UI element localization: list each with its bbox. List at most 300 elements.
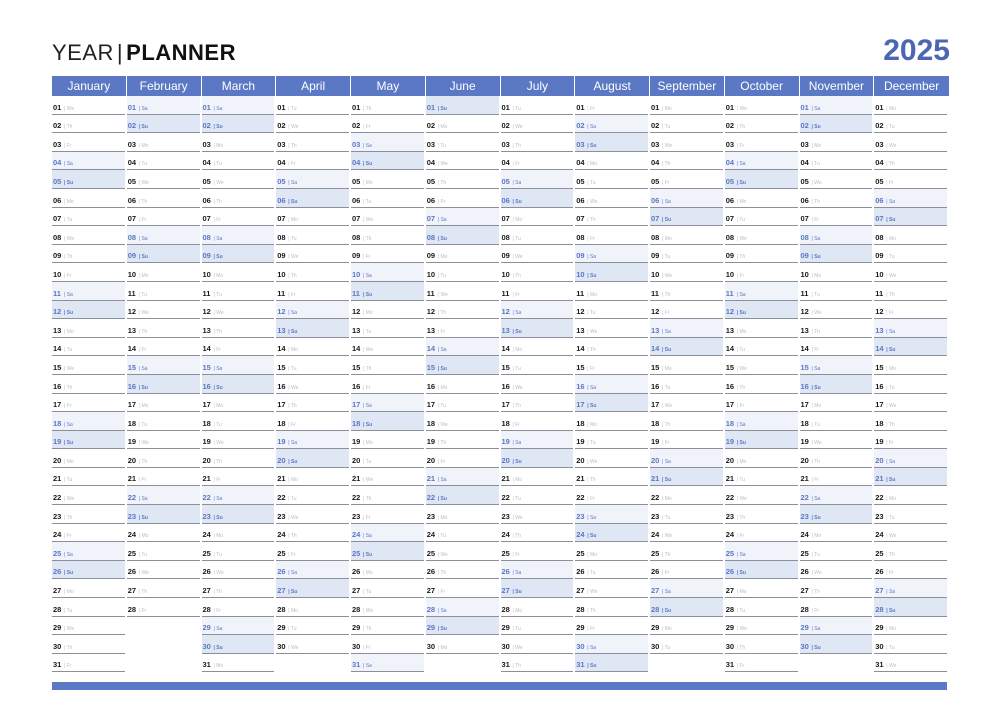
day-cell[interactable] bbox=[52, 301, 125, 320]
day-cell[interactable] bbox=[276, 189, 349, 208]
day-cell[interactable] bbox=[501, 505, 574, 524]
day-cell[interactable] bbox=[127, 486, 200, 505]
day-cell[interactable] bbox=[202, 301, 275, 320]
day-cell[interactable] bbox=[501, 189, 574, 208]
day-cell[interactable] bbox=[426, 431, 499, 450]
day-cell[interactable] bbox=[874, 561, 947, 580]
day-cell[interactable] bbox=[127, 301, 200, 320]
day-cell[interactable] bbox=[725, 115, 798, 134]
day-cell[interactable] bbox=[650, 505, 723, 524]
day-cell[interactable] bbox=[202, 263, 275, 282]
day-cell[interactable] bbox=[202, 524, 275, 543]
day-cell[interactable] bbox=[650, 561, 723, 580]
day-cell[interactable] bbox=[127, 208, 200, 227]
day-cell[interactable] bbox=[725, 598, 798, 617]
day-cell[interactable] bbox=[575, 356, 648, 375]
day-cell[interactable] bbox=[501, 375, 574, 394]
day-cell[interactable] bbox=[725, 561, 798, 580]
day-cell[interactable] bbox=[52, 96, 125, 115]
day-cell[interactable] bbox=[127, 245, 200, 264]
day-cell[interactable] bbox=[52, 115, 125, 134]
day-cell[interactable] bbox=[351, 431, 424, 450]
day-cell[interactable] bbox=[351, 133, 424, 152]
day-cell[interactable] bbox=[650, 226, 723, 245]
day-cell[interactable] bbox=[276, 133, 349, 152]
day-cell[interactable] bbox=[650, 263, 723, 282]
day-cell[interactable] bbox=[800, 449, 873, 468]
day-cell[interactable] bbox=[650, 635, 723, 654]
day-cell[interactable] bbox=[276, 319, 349, 338]
day-cell[interactable] bbox=[276, 524, 349, 543]
day-cell[interactable] bbox=[127, 431, 200, 450]
day-cell[interactable] bbox=[575, 208, 648, 227]
day-cell[interactable] bbox=[52, 356, 125, 375]
day-cell[interactable] bbox=[202, 505, 275, 524]
day-cell[interactable] bbox=[351, 152, 424, 171]
day-cell[interactable] bbox=[202, 486, 275, 505]
day-cell[interactable] bbox=[650, 115, 723, 134]
day-cell[interactable] bbox=[501, 282, 574, 301]
day-cell[interactable] bbox=[874, 282, 947, 301]
day-cell[interactable] bbox=[501, 170, 574, 189]
day-cell[interactable] bbox=[501, 394, 574, 413]
day-cell[interactable] bbox=[650, 431, 723, 450]
day-cell[interactable] bbox=[426, 412, 499, 431]
day-cell[interactable] bbox=[426, 338, 499, 357]
day-cell[interactable] bbox=[426, 449, 499, 468]
day-cell[interactable] bbox=[725, 263, 798, 282]
day-cell[interactable] bbox=[202, 115, 275, 134]
day-cell[interactable] bbox=[800, 486, 873, 505]
day-cell[interactable] bbox=[800, 431, 873, 450]
day-cell[interactable] bbox=[874, 356, 947, 375]
day-cell[interactable] bbox=[501, 245, 574, 264]
day-cell[interactable] bbox=[351, 96, 424, 115]
day-cell[interactable] bbox=[874, 486, 947, 505]
day-cell[interactable] bbox=[351, 561, 424, 580]
day-cell[interactable] bbox=[501, 226, 574, 245]
day-cell[interactable] bbox=[650, 598, 723, 617]
day-cell[interactable] bbox=[874, 654, 947, 673]
day-cell[interactable] bbox=[725, 468, 798, 487]
day-cell[interactable] bbox=[426, 505, 499, 524]
day-cell[interactable] bbox=[202, 617, 275, 636]
day-cell[interactable] bbox=[725, 505, 798, 524]
day-cell[interactable] bbox=[202, 170, 275, 189]
day-cell[interactable] bbox=[874, 301, 947, 320]
day-cell[interactable] bbox=[426, 282, 499, 301]
day-cell[interactable] bbox=[800, 170, 873, 189]
day-cell[interactable] bbox=[202, 449, 275, 468]
day-cell[interactable] bbox=[575, 635, 648, 654]
day-cell[interactable] bbox=[426, 115, 499, 134]
day-cell[interactable] bbox=[276, 449, 349, 468]
day-cell[interactable] bbox=[650, 152, 723, 171]
day-cell[interactable] bbox=[127, 524, 200, 543]
day-cell[interactable] bbox=[351, 412, 424, 431]
day-cell[interactable] bbox=[52, 133, 125, 152]
day-cell[interactable] bbox=[426, 170, 499, 189]
day-cell[interactable] bbox=[800, 226, 873, 245]
day-cell[interactable] bbox=[650, 282, 723, 301]
day-cell[interactable] bbox=[650, 301, 723, 320]
day-cell[interactable] bbox=[351, 394, 424, 413]
day-cell[interactable] bbox=[874, 542, 947, 561]
day-cell[interactable] bbox=[276, 263, 349, 282]
day-cell[interactable] bbox=[426, 375, 499, 394]
day-cell[interactable] bbox=[127, 542, 200, 561]
day-cell[interactable] bbox=[351, 115, 424, 134]
day-cell[interactable] bbox=[501, 412, 574, 431]
day-cell[interactable] bbox=[501, 319, 574, 338]
day-cell[interactable] bbox=[202, 282, 275, 301]
day-cell[interactable] bbox=[52, 263, 125, 282]
day-cell[interactable] bbox=[874, 208, 947, 227]
day-cell[interactable] bbox=[426, 617, 499, 636]
day-cell[interactable] bbox=[52, 635, 125, 654]
day-cell[interactable] bbox=[575, 170, 648, 189]
day-cell[interactable] bbox=[800, 468, 873, 487]
day-cell[interactable] bbox=[800, 338, 873, 357]
day-cell[interactable] bbox=[800, 598, 873, 617]
day-cell[interactable] bbox=[52, 431, 125, 450]
day-cell[interactable] bbox=[575, 282, 648, 301]
day-cell[interactable] bbox=[874, 635, 947, 654]
day-cell[interactable] bbox=[52, 654, 125, 673]
day-cell[interactable] bbox=[725, 542, 798, 561]
day-cell[interactable] bbox=[202, 561, 275, 580]
day-cell[interactable] bbox=[501, 96, 574, 115]
day-cell[interactable] bbox=[575, 505, 648, 524]
day-cell[interactable] bbox=[501, 449, 574, 468]
day-cell[interactable] bbox=[351, 524, 424, 543]
day-cell[interactable] bbox=[575, 524, 648, 543]
day-cell[interactable] bbox=[575, 468, 648, 487]
day-cell[interactable] bbox=[800, 561, 873, 580]
day-cell[interactable] bbox=[127, 468, 200, 487]
day-cell[interactable] bbox=[351, 263, 424, 282]
day-cell[interactable] bbox=[650, 319, 723, 338]
day-cell[interactable] bbox=[501, 338, 574, 357]
day-cell[interactable] bbox=[52, 375, 125, 394]
day-cell[interactable] bbox=[800, 208, 873, 227]
day-cell[interactable] bbox=[874, 394, 947, 413]
day-cell[interactable] bbox=[351, 282, 424, 301]
day-cell[interactable] bbox=[276, 412, 349, 431]
day-cell[interactable] bbox=[725, 375, 798, 394]
day-cell[interactable] bbox=[650, 394, 723, 413]
day-cell[interactable] bbox=[276, 301, 349, 320]
day-cell[interactable] bbox=[52, 338, 125, 357]
day-cell[interactable] bbox=[874, 449, 947, 468]
day-cell[interactable] bbox=[127, 133, 200, 152]
day-cell[interactable] bbox=[800, 282, 873, 301]
day-cell[interactable] bbox=[426, 319, 499, 338]
day-cell[interactable] bbox=[575, 654, 648, 673]
day-cell[interactable] bbox=[426, 301, 499, 320]
day-cell[interactable] bbox=[575, 319, 648, 338]
day-cell[interactable] bbox=[426, 245, 499, 264]
day-cell[interactable] bbox=[276, 542, 349, 561]
day-cell[interactable] bbox=[800, 152, 873, 171]
day-cell[interactable] bbox=[52, 561, 125, 580]
day-cell[interactable] bbox=[351, 375, 424, 394]
day-cell[interactable] bbox=[800, 579, 873, 598]
day-cell[interactable] bbox=[650, 524, 723, 543]
day-cell[interactable] bbox=[202, 431, 275, 450]
day-cell[interactable] bbox=[276, 152, 349, 171]
day-cell[interactable] bbox=[874, 263, 947, 282]
day-cell[interactable] bbox=[52, 542, 125, 561]
day-cell[interactable] bbox=[351, 579, 424, 598]
day-cell[interactable] bbox=[127, 319, 200, 338]
day-cell[interactable] bbox=[127, 152, 200, 171]
day-cell[interactable] bbox=[874, 319, 947, 338]
day-cell[interactable] bbox=[52, 319, 125, 338]
day-cell[interactable] bbox=[127, 394, 200, 413]
day-cell[interactable] bbox=[202, 412, 275, 431]
day-cell[interactable] bbox=[127, 263, 200, 282]
day-cell[interactable] bbox=[650, 449, 723, 468]
day-cell[interactable] bbox=[650, 356, 723, 375]
day-cell[interactable] bbox=[501, 561, 574, 580]
day-cell[interactable] bbox=[800, 505, 873, 524]
day-cell[interactable] bbox=[276, 96, 349, 115]
day-cell[interactable] bbox=[351, 654, 424, 673]
day-cell[interactable] bbox=[874, 579, 947, 598]
day-cell[interactable] bbox=[650, 617, 723, 636]
day-cell[interactable] bbox=[725, 654, 798, 673]
day-cell[interactable] bbox=[351, 468, 424, 487]
day-cell[interactable] bbox=[127, 375, 200, 394]
day-cell[interactable] bbox=[127, 598, 200, 617]
day-cell[interactable] bbox=[202, 338, 275, 357]
day-cell[interactable] bbox=[575, 226, 648, 245]
day-cell[interactable] bbox=[127, 226, 200, 245]
day-cell[interactable] bbox=[725, 282, 798, 301]
day-cell[interactable] bbox=[52, 505, 125, 524]
day-cell[interactable] bbox=[575, 598, 648, 617]
day-cell[interactable] bbox=[276, 468, 349, 487]
day-cell[interactable] bbox=[276, 617, 349, 636]
day-cell[interactable] bbox=[725, 635, 798, 654]
day-cell[interactable] bbox=[501, 301, 574, 320]
day-cell[interactable] bbox=[276, 208, 349, 227]
day-cell[interactable] bbox=[351, 505, 424, 524]
day-cell[interactable] bbox=[52, 245, 125, 264]
day-cell[interactable] bbox=[650, 96, 723, 115]
day-cell[interactable] bbox=[501, 524, 574, 543]
day-cell[interactable] bbox=[127, 189, 200, 208]
day-cell[interactable] bbox=[202, 152, 275, 171]
day-cell[interactable] bbox=[202, 635, 275, 654]
day-cell[interactable] bbox=[874, 375, 947, 394]
day-cell[interactable] bbox=[575, 431, 648, 450]
day-cell[interactable] bbox=[276, 505, 349, 524]
day-cell[interactable] bbox=[650, 245, 723, 264]
day-cell[interactable] bbox=[52, 152, 125, 171]
day-cell[interactable] bbox=[202, 375, 275, 394]
day-cell[interactable] bbox=[202, 319, 275, 338]
day-cell[interactable] bbox=[575, 263, 648, 282]
day-cell[interactable] bbox=[426, 542, 499, 561]
day-cell[interactable] bbox=[351, 189, 424, 208]
day-cell[interactable] bbox=[276, 635, 349, 654]
day-cell[interactable] bbox=[575, 579, 648, 598]
day-cell[interactable] bbox=[501, 617, 574, 636]
day-cell[interactable] bbox=[575, 338, 648, 357]
day-cell[interactable] bbox=[800, 245, 873, 264]
day-cell[interactable] bbox=[501, 431, 574, 450]
day-cell[interactable] bbox=[127, 505, 200, 524]
day-cell[interactable] bbox=[351, 356, 424, 375]
day-cell[interactable] bbox=[650, 170, 723, 189]
day-cell[interactable] bbox=[52, 598, 125, 617]
day-cell[interactable] bbox=[725, 226, 798, 245]
day-cell[interactable] bbox=[800, 115, 873, 134]
day-cell[interactable] bbox=[725, 486, 798, 505]
day-cell[interactable] bbox=[874, 598, 947, 617]
day-cell[interactable] bbox=[426, 468, 499, 487]
day-cell[interactable] bbox=[351, 542, 424, 561]
day-cell[interactable] bbox=[127, 579, 200, 598]
day-cell[interactable] bbox=[202, 96, 275, 115]
day-cell[interactable] bbox=[575, 375, 648, 394]
day-cell[interactable] bbox=[501, 263, 574, 282]
day-cell[interactable] bbox=[276, 338, 349, 357]
day-cell[interactable] bbox=[874, 338, 947, 357]
day-cell[interactable] bbox=[575, 115, 648, 134]
day-cell[interactable] bbox=[501, 542, 574, 561]
day-cell[interactable] bbox=[351, 338, 424, 357]
day-cell[interactable] bbox=[501, 115, 574, 134]
day-cell[interactable] bbox=[874, 468, 947, 487]
day-cell[interactable] bbox=[800, 356, 873, 375]
day-cell[interactable] bbox=[351, 245, 424, 264]
day-cell[interactable] bbox=[52, 282, 125, 301]
day-cell[interactable] bbox=[501, 356, 574, 375]
day-cell[interactable] bbox=[426, 356, 499, 375]
day-cell[interactable] bbox=[501, 486, 574, 505]
day-cell[interactable] bbox=[202, 356, 275, 375]
day-cell[interactable] bbox=[202, 468, 275, 487]
day-cell[interactable] bbox=[351, 301, 424, 320]
day-cell[interactable] bbox=[725, 524, 798, 543]
day-cell[interactable] bbox=[202, 598, 275, 617]
day-cell[interactable] bbox=[52, 412, 125, 431]
day-cell[interactable] bbox=[127, 412, 200, 431]
day-cell[interactable] bbox=[800, 635, 873, 654]
day-cell[interactable] bbox=[575, 394, 648, 413]
day-cell[interactable] bbox=[725, 319, 798, 338]
day-cell[interactable] bbox=[276, 245, 349, 264]
day-cell[interactable] bbox=[725, 449, 798, 468]
day-cell[interactable] bbox=[800, 319, 873, 338]
day-cell[interactable] bbox=[52, 189, 125, 208]
day-cell[interactable] bbox=[650, 468, 723, 487]
day-cell[interactable] bbox=[426, 598, 499, 617]
day-cell[interactable] bbox=[575, 152, 648, 171]
day-cell[interactable] bbox=[501, 598, 574, 617]
day-cell[interactable] bbox=[501, 468, 574, 487]
day-cell[interactable] bbox=[725, 96, 798, 115]
day-cell[interactable] bbox=[650, 208, 723, 227]
day-cell[interactable] bbox=[52, 449, 125, 468]
day-cell[interactable] bbox=[351, 319, 424, 338]
day-cell[interactable] bbox=[501, 579, 574, 598]
day-cell[interactable] bbox=[800, 301, 873, 320]
day-cell[interactable] bbox=[501, 635, 574, 654]
day-cell[interactable] bbox=[202, 226, 275, 245]
day-cell[interactable] bbox=[276, 394, 349, 413]
day-cell[interactable] bbox=[501, 654, 574, 673]
day-cell[interactable] bbox=[351, 635, 424, 654]
day-cell[interactable] bbox=[650, 486, 723, 505]
day-cell[interactable] bbox=[575, 486, 648, 505]
day-cell[interactable] bbox=[127, 338, 200, 357]
day-cell[interactable] bbox=[575, 542, 648, 561]
day-cell[interactable] bbox=[725, 133, 798, 152]
day-cell[interactable] bbox=[276, 579, 349, 598]
day-cell[interactable] bbox=[426, 524, 499, 543]
day-cell[interactable] bbox=[650, 542, 723, 561]
day-cell[interactable] bbox=[501, 152, 574, 171]
day-cell[interactable] bbox=[800, 617, 873, 636]
day-cell[interactable] bbox=[874, 524, 947, 543]
day-cell[interactable] bbox=[276, 226, 349, 245]
day-cell[interactable] bbox=[575, 96, 648, 115]
day-cell[interactable] bbox=[575, 133, 648, 152]
day-cell[interactable] bbox=[127, 170, 200, 189]
day-cell[interactable] bbox=[725, 431, 798, 450]
day-cell[interactable] bbox=[52, 617, 125, 636]
day-cell[interactable] bbox=[127, 115, 200, 134]
day-cell[interactable] bbox=[127, 356, 200, 375]
day-cell[interactable] bbox=[276, 486, 349, 505]
day-cell[interactable] bbox=[351, 208, 424, 227]
day-cell[interactable] bbox=[52, 208, 125, 227]
day-cell[interactable] bbox=[650, 579, 723, 598]
day-cell[interactable] bbox=[874, 189, 947, 208]
day-cell[interactable] bbox=[426, 189, 499, 208]
day-cell[interactable] bbox=[725, 152, 798, 171]
day-cell[interactable] bbox=[874, 245, 947, 264]
day-cell[interactable] bbox=[202, 542, 275, 561]
day-cell[interactable] bbox=[650, 189, 723, 208]
day-cell[interactable] bbox=[725, 412, 798, 431]
day-cell[interactable] bbox=[426, 635, 499, 654]
day-cell[interactable] bbox=[725, 245, 798, 264]
day-cell[interactable] bbox=[874, 412, 947, 431]
day-cell[interactable] bbox=[426, 486, 499, 505]
day-cell[interactable] bbox=[575, 245, 648, 264]
day-cell[interactable] bbox=[725, 208, 798, 227]
day-cell[interactable] bbox=[276, 170, 349, 189]
day-cell[interactable] bbox=[426, 226, 499, 245]
day-cell[interactable] bbox=[426, 96, 499, 115]
day-cell[interactable] bbox=[426, 152, 499, 171]
day-cell[interactable] bbox=[650, 338, 723, 357]
day-cell[interactable] bbox=[276, 431, 349, 450]
day-cell[interactable] bbox=[725, 617, 798, 636]
day-cell[interactable] bbox=[52, 579, 125, 598]
day-cell[interactable] bbox=[650, 412, 723, 431]
day-cell[interactable] bbox=[127, 96, 200, 115]
day-cell[interactable] bbox=[800, 524, 873, 543]
day-cell[interactable] bbox=[426, 394, 499, 413]
day-cell[interactable] bbox=[874, 505, 947, 524]
day-cell[interactable] bbox=[800, 542, 873, 561]
